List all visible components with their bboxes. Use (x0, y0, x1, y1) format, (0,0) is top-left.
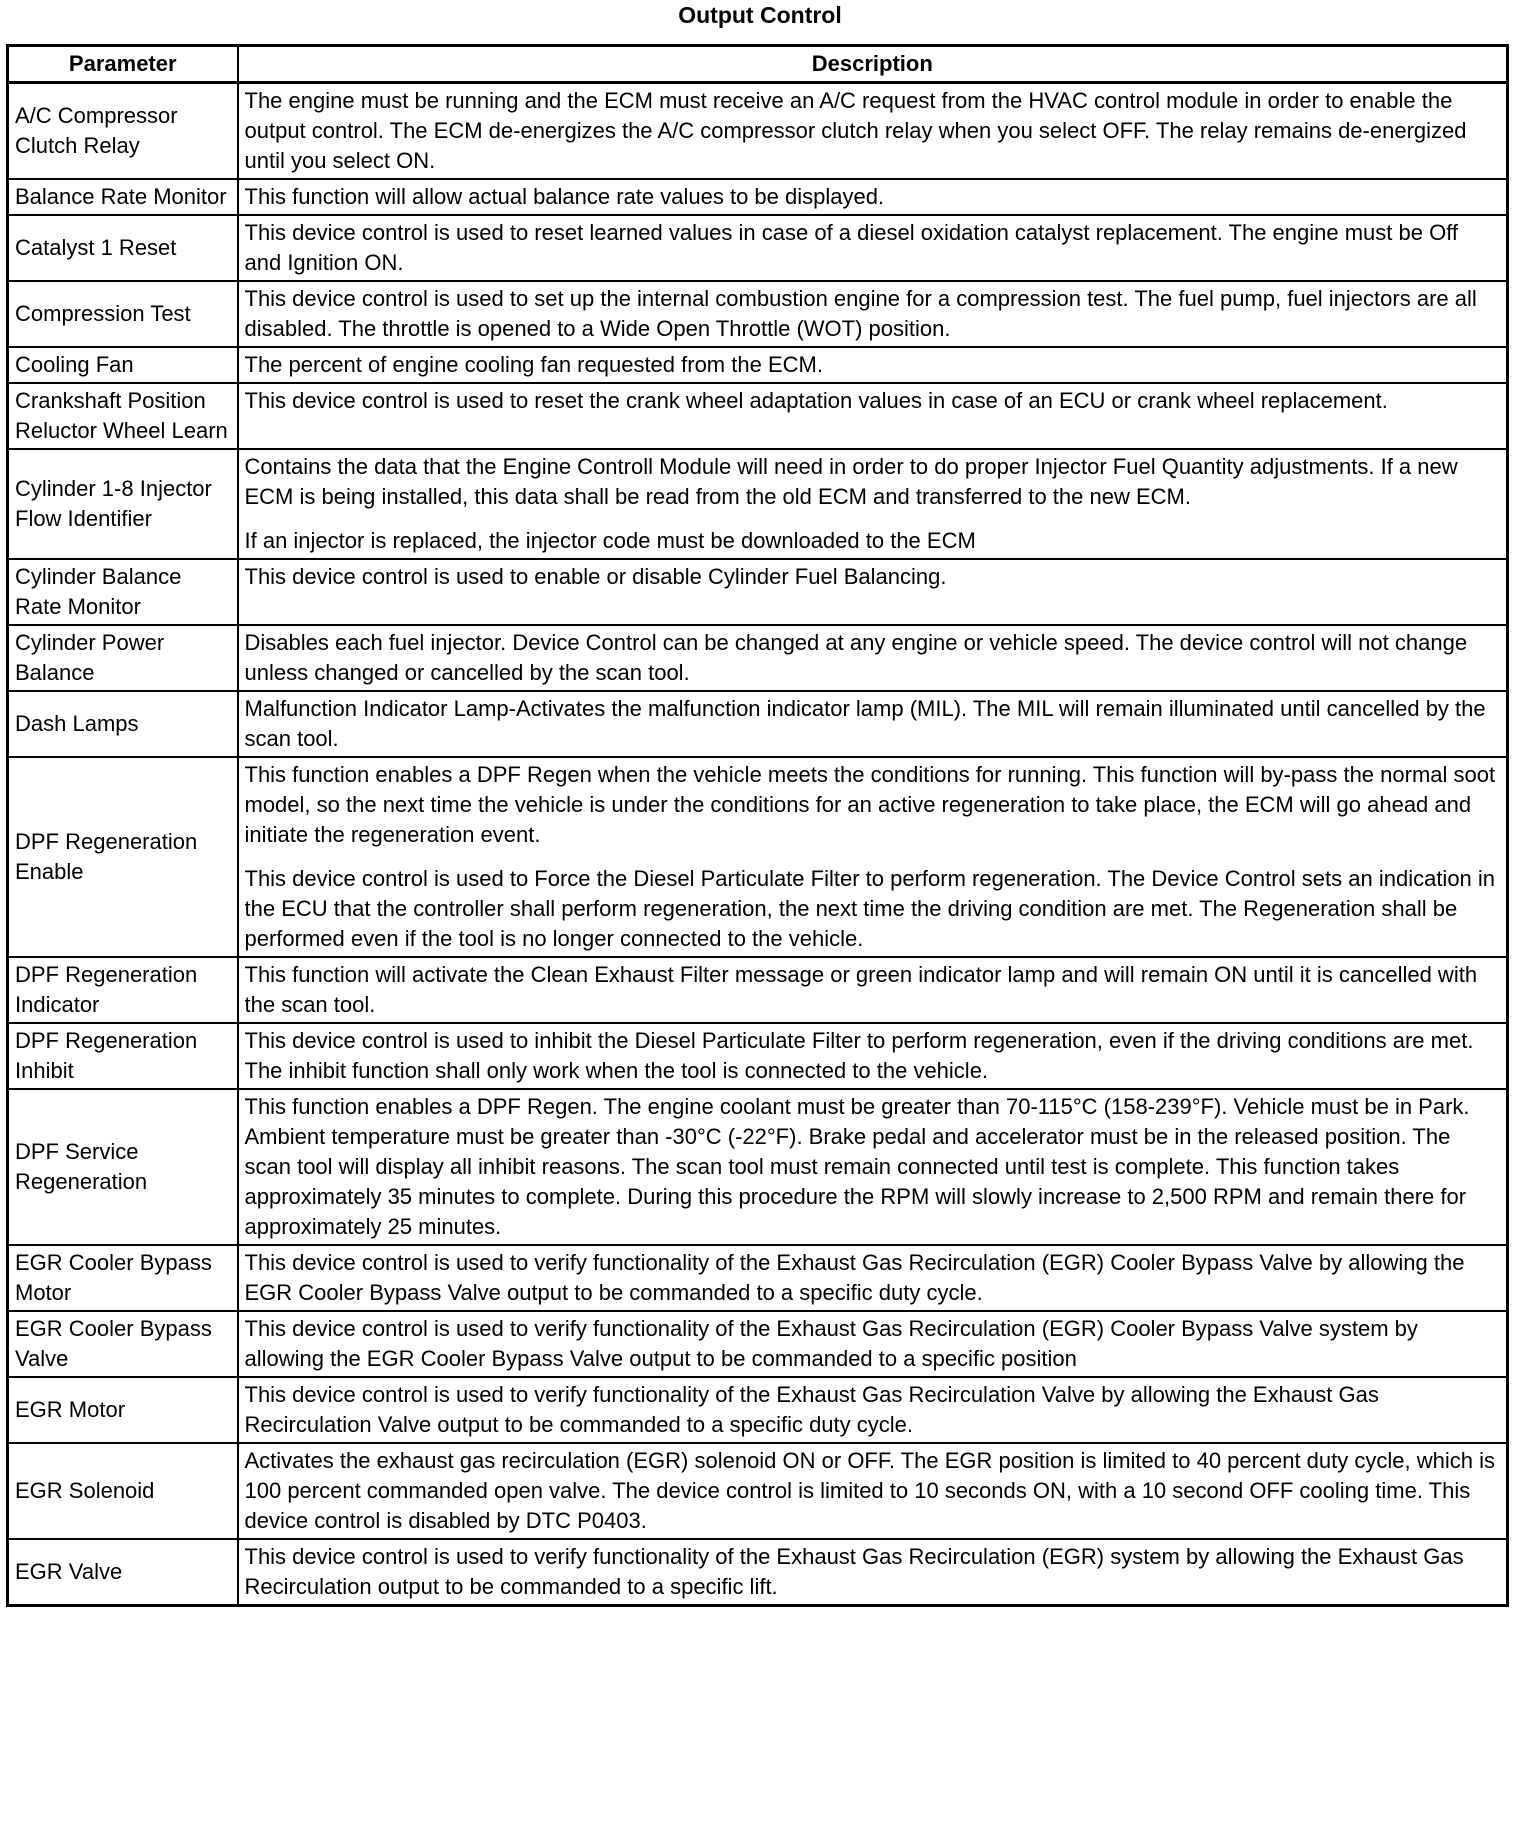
table-row (8, 1023, 1508, 1089)
description-paragraph: This device control is used to verify functionality of the Exhaust Gas Recirculation (EGR) Cooler Bypass Valve system by allowing the EGR Cooler Bypass Valve output to be commanded to a specific position (244, 1316, 1418, 1371)
parameter-cell: Cylinder 1-8 Injector Flow Identifier (8, 449, 238, 559)
description-paragraph: This device control is used to inhibit the Diesel Particulate Filter to perform regeneration, even if the driving conditions are met. The inhibit function shall only work when the tool is connected to the vehicle. (244, 1028, 1474, 1083)
parameter-cell: EGR Motor (8, 1377, 238, 1443)
description-paragraph: The percent of engine cooling fan requested from the ECM. (244, 352, 823, 377)
parameter-cell: DPF Regeneration Indicator (8, 957, 238, 1023)
parameter-cell: Cylinder Balance Rate Monitor (8, 559, 238, 625)
column-header-parameter: Parameter (8, 46, 238, 83)
description-paragraph: This device control is used to reset learned values in case of a diesel oxidation catalyst replacement. The engine must be Off and Ignition ON. (244, 220, 1459, 275)
description-paragraph: This device control is used to enable or disable Cylinder Fuel Balancing. (244, 564, 947, 589)
parameter-cell: EGR Solenoid (8, 1443, 238, 1539)
description-cell (238, 757, 1508, 957)
parameter-cell: EGR Cooler Bypass Valve (8, 1311, 238, 1377)
table-row (8, 215, 1508, 281)
description-cell (238, 83, 1508, 180)
table-row (8, 383, 1508, 449)
description-paragraph: Contains the data that the Engine Controll Module will need in order to do proper Injector Fuel Quantity adjustments. If a new ECM is being installed, this data shall be read from the old ECM and transferred to the new ECM. (244, 454, 1458, 509)
column-header-description: Description (238, 46, 1508, 83)
parameter-cell: Dash Lamps (8, 691, 238, 757)
table-row (8, 559, 1508, 625)
description-cell (238, 1377, 1508, 1443)
table-row (8, 83, 1508, 180)
table-body (8, 83, 1508, 1606)
table-row (8, 281, 1508, 347)
description-paragraph: This device control is used to reset the crank wheel adaptation values in case of an ECU or crank wheel replacement. (244, 388, 1388, 413)
description-paragraph: This function will allow actual balance rate values to be displayed. (244, 184, 885, 209)
parameter-cell: DPF Service Regeneration (8, 1089, 238, 1245)
description-paragraph: If an injector is replaced, the injector code must be downloaded to the ECM (244, 528, 976, 553)
description-paragraph: This device control is used to set up the internal combustion engine for a compression test. The fuel pump, fuel injectors are all disabled. The throttle is opened to a Wide Open Throttle (WOT) position. (244, 286, 1477, 341)
description-paragraph: Disables each fuel injector. Device Control can be changed at any engine or vehicle speed. The device control will not change unless changed or cancelled by the scan tool. (244, 630, 1468, 685)
parameter-cell: EGR Cooler Bypass Motor (8, 1245, 238, 1311)
parameter-cell: Catalyst 1 Reset (8, 215, 238, 281)
description-cell (238, 691, 1508, 757)
description-paragraph: This device control is used to verify functionality of the Exhaust Gas Recirculation Valve by allowing the Exhaust Gas Recirculation Valve output to be commanded to a specific duty cycle. (244, 1382, 1379, 1437)
description-cell (238, 347, 1508, 383)
description-paragraph: This function enables a DPF Regen when the vehicle meets the conditions for running. This function will by-pass the normal soot model, so the next time the vehicle is under the conditions for an active regeneration to take place, the ECM will go ahead and initiate the regeneration event. (244, 762, 1496, 847)
description-paragraph: This device control is used to verify functionality of the Exhaust Gas Recirculation (EGR) Cooler Bypass Valve by allowing the EGR Cooler Bypass Valve output to be commanded to a specific duty cycle. (244, 1250, 1465, 1305)
parameter-cell: DPF Regeneration Enable (8, 757, 238, 957)
table-row (8, 347, 1508, 383)
table-row (8, 1089, 1508, 1245)
table-row (8, 179, 1508, 215)
parameter-cell: DPF Regeneration Inhibit (8, 1023, 238, 1089)
description-cell (238, 179, 1508, 215)
page-title: Output Control (678, 2, 842, 28)
description-cell (238, 215, 1508, 281)
table-row (8, 449, 1508, 559)
table-row (8, 1245, 1508, 1311)
description-cell (238, 383, 1508, 449)
table-row (8, 1311, 1508, 1377)
description-cell (238, 1245, 1508, 1311)
table-row (8, 625, 1508, 691)
description-cell (238, 1539, 1508, 1606)
table-row (8, 691, 1508, 757)
table-row (8, 757, 1508, 957)
parameter-cell: EGR Valve (8, 1539, 238, 1606)
description-cell (238, 1443, 1508, 1539)
output-control-table (6, 44, 1509, 1607)
parameter-cell: Cooling Fan (8, 347, 238, 383)
table-row (8, 957, 1508, 1023)
description-paragraph: Activates the exhaust gas recirculation (EGR) solenoid ON or OFF. The EGR position is limited to 40 percent duty cycle, which is 100 percent commanded open valve. The device control is limited to 10 seconds ON, with a 10 second OFF cooling time. This device control is disabled by DTC P0403. (244, 1448, 1495, 1533)
table-row (8, 1443, 1508, 1539)
table-row (8, 1539, 1508, 1606)
description-cell (238, 1311, 1508, 1377)
description-cell (238, 449, 1508, 559)
description-paragraph: This device control is used to verify functionality of the Exhaust Gas Recirculation (EGR) system by allowing the Exhaust Gas Recirculation output to be commanded to a specific lift. (244, 1544, 1464, 1599)
table-header-row (8, 46, 1508, 83)
description-paragraph: This device control is used to Force the Diesel Particulate Filter to perform regeneration. The Device Control sets an indication in the ECU that the controller shall perform regeneration, the next time the driving condition are met. The Regeneration shall be performed even if the tool is no longer connected to the vehicle. (244, 866, 1496, 951)
description-cell (238, 957, 1508, 1023)
description-cell (238, 281, 1508, 347)
table-row (8, 1377, 1508, 1443)
description-paragraph: This function enables a DPF Regen. The engine coolant must be greater than 70-115°C (158-239°F). Vehicle must be in Park. Ambient temperature must be greater than -30°C (-22°F). Brake pedal and accelerator must be in the released position. The scan tool will display all inhibit reasons. The scan tool must remain connected until test is complete. This function takes approximately 35 minutes to complete. During this procedure the RPM will slowly increase to 2,500 RPM and remain there for approximately 25 minutes. (244, 1094, 1470, 1239)
description-cell (238, 625, 1508, 691)
description-paragraph: This function will activate the Clean Exhaust Filter message or green indicator lamp and will remain ON until it is cancelled with the scan tool. (244, 962, 1478, 1017)
description-paragraph: Malfunction Indicator Lamp-Activates the malfunction indicator lamp (MIL). The MIL will remain illuminated until cancelled by the scan tool. (244, 696, 1486, 751)
parameter-cell: Balance Rate Monitor (8, 179, 238, 215)
parameter-cell: Cylinder Power Balance (8, 625, 238, 691)
description-cell (238, 559, 1508, 625)
description-cell (238, 1089, 1508, 1245)
description-paragraph: The engine must be running and the ECM must receive an A/C request from the HVAC control module in order to enable the output control. The ECM de-energizes the A/C compressor clutch relay when you select OFF. The relay remains de-energized until you select ON. (244, 88, 1467, 173)
parameter-cell: A/C Compressor Clutch Relay (8, 83, 238, 180)
description-cell (238, 1023, 1508, 1089)
parameter-cell: Crankshaft Position Reluctor Wheel Learn (8, 383, 238, 449)
parameter-cell: Compression Test (8, 281, 238, 347)
